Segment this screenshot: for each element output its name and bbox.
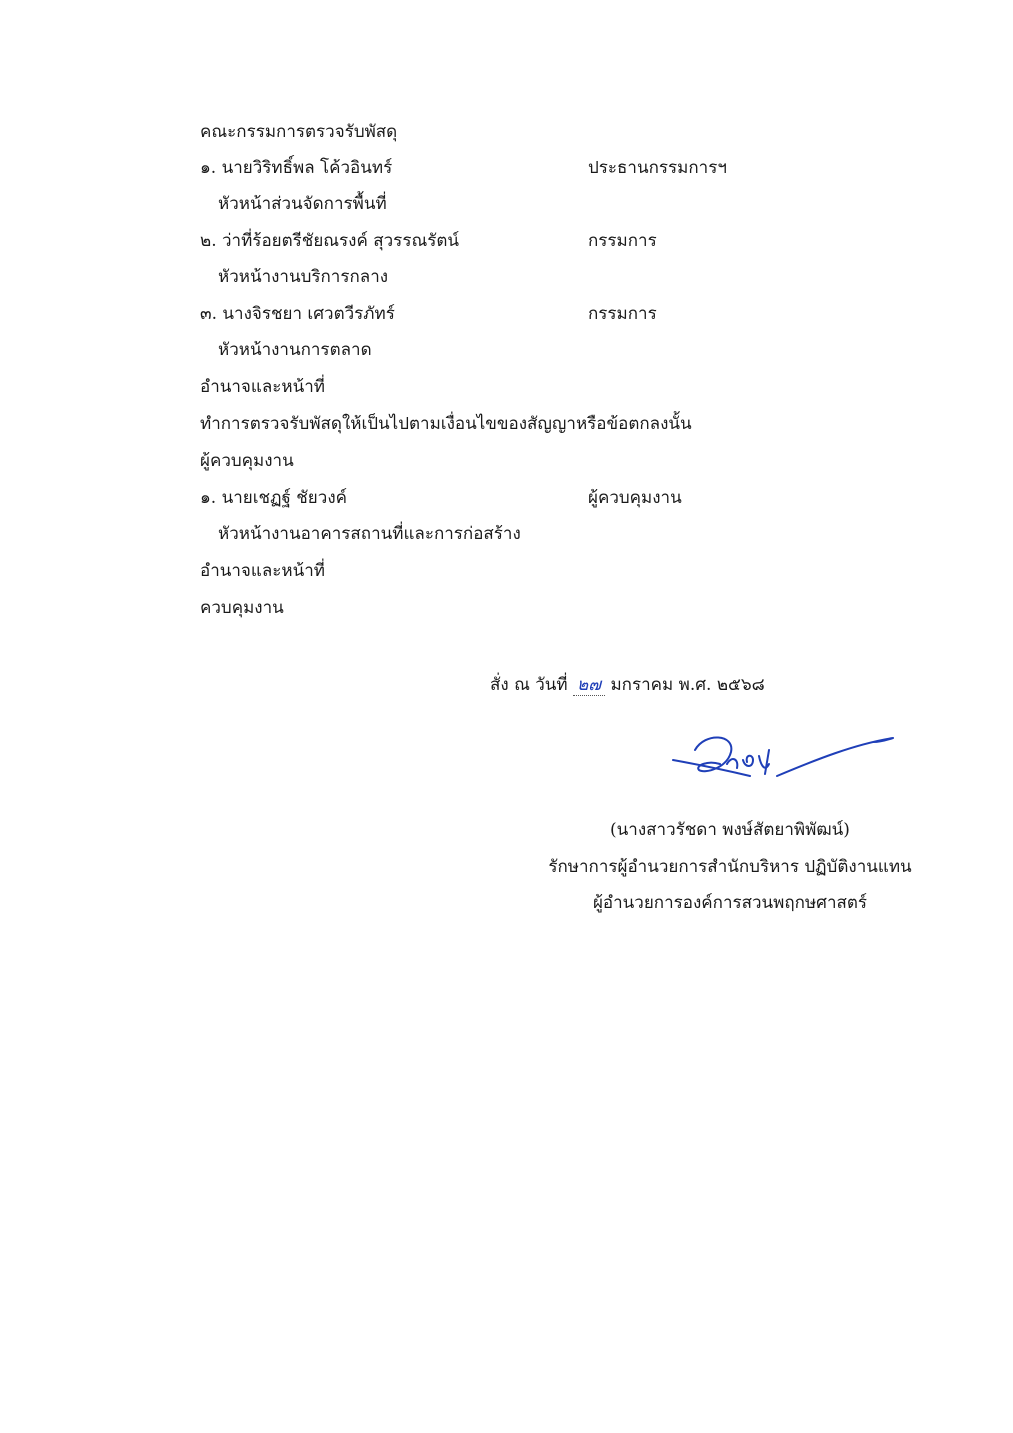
committee-heading: คณะกรรมการตรวจรับพัสดุ <box>200 122 398 142</box>
supervisor-member-1-position: หัวหน้างานอาคารสถานที่และการก่อสร้าง <box>218 524 521 544</box>
committee-member-1-name: ๑. นายวิริทธิ์พล โค้วอินทร์ <box>200 158 393 178</box>
order-date-line <box>490 673 765 697</box>
supervisor-member-1-name: ๑. นายเชฏฐ์ ชัยวงค์ <box>200 488 347 508</box>
supervisor-heading: ผู้ควบคุมงาน <box>200 451 294 471</box>
committee-member-1-position: หัวหน้าส่วนจัดการพื้นที่ <box>218 194 387 214</box>
committee-duty-text: ทำการตรวจรับพัสดุให้เป็นไปตามเงื่อนไขของสัญญาหรือข้อตกลงนั้น <box>200 414 692 434</box>
order-date-day: ๒๗ <box>573 675 605 696</box>
supervisor-member-1-role: ผู้ควบคุมงาน <box>588 488 682 508</box>
committee-member-2-role: กรรมการ <box>588 231 657 251</box>
committee-member-1-role: ประธานกรรมการฯ <box>588 158 727 178</box>
committee-duty-heading: อำนาจและหน้าที่ <box>200 377 325 397</box>
order-date-prefix: สั่ง ณ วันที่ <box>490 675 568 695</box>
supervisor-duty-text: ควบคุมงาน <box>200 598 284 618</box>
signatory-title-line1: รักษาการผู้อำนวยการสำนักบริหาร ปฏิบัติงานแทน <box>548 857 912 877</box>
committee-member-3-position: หัวหน้างานการตลาด <box>218 340 372 360</box>
supervisor-duty-heading: อำนาจและหน้าที่ <box>200 561 325 581</box>
committee-member-2-name: ๒. ว่าที่ร้อยตรีชัยณรงค์ สุวรรณรัตน์ <box>200 231 460 251</box>
committee-member-3-role: กรรมการ <box>588 304 657 324</box>
order-date-rest: มกราคม พ.ศ. ๒๕๖๘ <box>610 675 765 695</box>
handwritten-signature <box>665 730 900 800</box>
committee-member-3-name: ๓. นางจิรชยา เศวตวีรภัทร์ <box>200 304 395 324</box>
committee-member-2-position: หัวหน้างานบริการกลาง <box>218 267 389 287</box>
signatory-name: (นางสาวรัชดา พงษ์สัตยาพิพัฒน์) <box>610 820 850 840</box>
signatory-title-line2: ผู้อำนวยการองค์การสวนพฤกษศาสตร์ <box>592 893 868 913</box>
